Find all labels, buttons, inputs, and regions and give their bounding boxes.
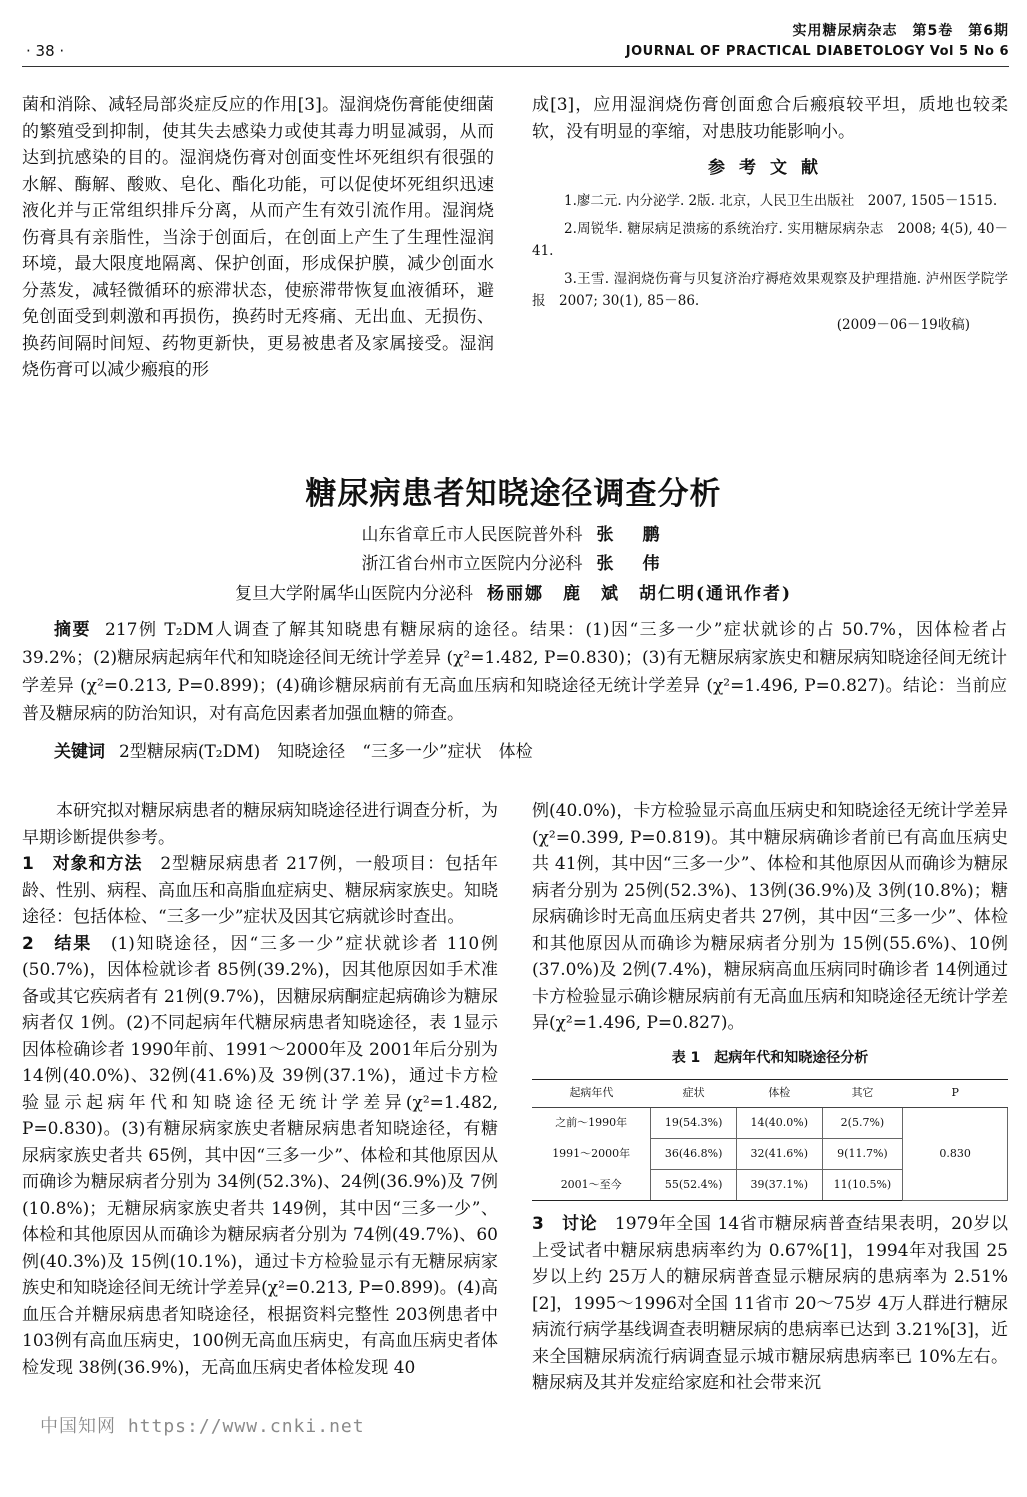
affiliation-org: 山东省章丘市人民医院普外科 xyxy=(361,525,583,545)
section-3 xyxy=(532,1211,1008,1397)
section-2-continued: 例(40.0%)，卡方检验显示高血压病史和知晓途径无统计学差异(χ²=0.399, P=0.819)。其中糖尿病确诊者前已有高血压病史共 41例，其中因“三多一少”、体检和其他原因从而确诊为糖尿病者分别为 25例(52.3%)、13例(36.9%)及 3例(10.8%)；糖尿病确诊时无高血压病史者共 27例，其中因“三多一少”、体检和其他原因从而确诊为糖尿病者分别为 15例(55.6%)、10例(37.0%)及 2例(7.4%)，糖尿病高血压病同时确诊者 14例通过卡方检验显示确诊糖尿病前有无高血压病和知晓途径无统计学差异(χ²=1.496, P=0.827)。 xyxy=(532,801,1008,1033)
table-cell: 36(46.8%) xyxy=(651,1139,737,1170)
article-title: 糖尿病患者知晓途径调查分析 xyxy=(305,476,722,512)
abstract-label: 摘要 xyxy=(54,620,92,640)
keywords xyxy=(22,738,1007,766)
affiliation-author: 张 伟 xyxy=(596,554,666,574)
journal-header xyxy=(626,20,1009,59)
table-cell: 之前～1990年 xyxy=(555,1116,628,1129)
prev-article-left-column xyxy=(22,92,494,384)
keywords-text: 2型糖尿病(T₂DM) 知晓途径 “三多一少”症状 体检 xyxy=(119,742,533,762)
body-right-column xyxy=(532,798,1008,1397)
section-2 xyxy=(22,931,498,1382)
prev-article-right-column xyxy=(532,92,1008,338)
table-header-cell: 症状 xyxy=(651,1080,737,1108)
journal-title-en: JOURNAL OF PRACTICAL DIABETOLOGY Vol 5 No 6 xyxy=(625,44,1009,59)
table-header-row xyxy=(532,1080,1008,1108)
watermark: 中国知网 https://www.cnki.net xyxy=(40,1416,365,1437)
table-cell: 55(52.4%) xyxy=(651,1170,737,1201)
references-title: 参考文献 xyxy=(708,158,832,178)
section-1-text: 2型糖尿病患者 217例，一般项目：包括年龄、性别、病程、高血压和高脂血症病史、糖尿病家族史。知晓途径：包括体检、“三多一少”症状及因其它病就诊时查出。 xyxy=(22,854,498,927)
prev-article-left-text: 菌和消除、减轻局部炎症反应的作用[3]。湿润烧伤膏能使细菌的繁殖受到抑制，使其失去感染力或使其毒力明显减弱，从而达到抗感染的目的。湿润烧伤膏对创面变性坏死组织有很强的水解、酶解、酸败、皂化、酯化功能，可以促使坏死组织迅速液化并与正常组织排斥分离，从而产生有效引流作用。湿润烧伤膏具有亲脂性，当涂于创面后，在创面上产生了生理性湿润环境，最大限度地隔离、保护创面，形成保护膜，减少创面水分蒸发，减轻微循环的瘀滞状态，使瘀滞带恢复血液循环，避免创面受到刺激和再损伤，换药时无疼痛、无出血、无损伤、换药间隔时间短、药物更新快，更易被患者及家属接受。湿润烧伤膏可以减少瘢痕的形 xyxy=(22,95,494,380)
intro-paragraph: 本研究拟对糖尿病患者的糖尿病知晓途径进行调查分析，为早期诊断提供参考。 xyxy=(22,801,498,848)
section-3-text: 1979年全国 14省市糖尿病普查结果表明，20岁以上受试者中糖尿病患病率约为 0.67%[1]，1994年对我国 25岁以上约 25万人的糖尿病普查显示糖尿病的患病率为 2.51%[2]，1995～1996对全国 11省市 20～75岁 4万人群进行糖尿病流行病学基线调查表明糖尿病的患病率已达到 3.21%[3]，近来全国糖尿病流行病调查显示城市糖尿病患病率已 10%左右。糖尿病及其并发症给家庭和社会带来沉 xyxy=(532,1214,1008,1393)
affiliation-author: 杨丽娜 鹿 斌 胡仁明(通讯作者) xyxy=(486,584,793,604)
reference-3: 3.王雪. 湿润烧伤膏与贝复济治疗褥疮效果观察及护理措施. 泸州医学院学报 2007; 30(1), 85－86. xyxy=(532,270,1008,309)
table-cell: 32(41.6%) xyxy=(736,1139,822,1170)
affiliation-3 xyxy=(0,579,1027,604)
affiliation-author: 张 鹏 xyxy=(596,525,666,545)
journal-title-cn: 实用糖尿病杂志 第5卷 第6期 xyxy=(792,23,1009,39)
table-cell: 39(37.1%) xyxy=(736,1170,822,1201)
table-cell: 1991～2000年 xyxy=(552,1146,631,1160)
table-header-cell: 其它 xyxy=(822,1080,903,1108)
header-rule xyxy=(22,66,1009,67)
received-date: (2009－06－19收稿) xyxy=(836,316,970,333)
section-1 xyxy=(22,851,498,931)
reference-2: 2.周锐华. 糖尿病足溃疡的系统治疗. 实用糖尿病杂志 2008; 4(5), 40－41. xyxy=(532,220,1008,259)
affiliation-1 xyxy=(0,520,1027,545)
table-cell: 9(11.7%) xyxy=(822,1139,903,1170)
table-cell: 19(54.3%) xyxy=(651,1108,737,1139)
prev-article-right-text: 成[3]，应用湿润烧伤膏创面愈合后瘢痕较平坦，质地也较柔软，没有明显的挛缩，对患肢功能影响小。 xyxy=(532,95,1008,142)
abstract-text: 217例 T₂DM人调查了解其知晓患有糖尿病的途径。结果：(1)因“三多一少”症状就诊的占 50.7%，因体检者占 39.2%；(2)糖尿病起病年代和知晓途径间无统计学差异 (χ²=1.482, P=0.830)；(3)有无糖尿病家族史和糖尿病知晓途径间无统计学差异 (χ²=0.213, P=0.899)；(4)确诊糖尿病前有无高血压病和知晓途径无统计学差异 (χ²=1.496, P=0.827)。结论：当前应普及糖尿病的防治知识，对有高危因素者加强血糖的筛查。 xyxy=(22,620,1007,724)
table-header-cell: 起病年代 xyxy=(532,1080,651,1108)
reference-1: 1.廖二元. 内分泌学. 2版. 北京，人民卫生出版社 2007, 1505－1515. xyxy=(564,192,998,209)
body-left-column xyxy=(22,798,498,1381)
table-header-cell: P xyxy=(903,1080,1008,1108)
abstract xyxy=(22,616,1007,728)
section-3-heading: 3 讨论 xyxy=(532,1214,598,1234)
table-1 xyxy=(532,1079,1008,1201)
table-row xyxy=(532,1108,1008,1139)
affiliation-org: 复旦大学附属华山医院内分泌科 xyxy=(234,584,473,604)
keywords-label: 关键词 xyxy=(54,742,105,762)
table-cell: 2001～至今 xyxy=(532,1170,651,1201)
affiliation-2 xyxy=(0,549,1027,574)
table-1-caption: 表 1 起病年代和知晓途径分析 xyxy=(671,1049,869,1066)
page-number: · 38 · xyxy=(26,42,65,60)
section-2-text: (1)知晓途径，因“三多一少”症状就诊者 110例 (50.7%)，因体检就诊者 85例(39.2%)，因其他原因如手术准备或其它疾病者有 21例(9.7%)，因糖尿病酮症起病确诊为糖尿病者仅 1例。(2)不同起病年代糖尿病患者知晓途径，表 1显示因体检确诊者 1990年前、1991～2000年及 2001年后分别为 14例(40.0%)、32例(41.6%)及 39例(37.1%)，通过卡方检验显示起病年代和知晓途径无统计学差异(χ²=1.482, P=0.830)。(3)有糖尿病家族史者糖尿病患者知晓途径，有糖尿病家族史者共 65例，其中因“三多一少”、体检和其他原因从而确诊为糖尿病者分别为 34例(52.3%)、24例(36.9%)及 7例(10.8%)；无糖尿病家族史者共 149例，其中因“三多一少”、体检和其他原因从而确诊为糖尿病者分别为 74例(49.7%)、60例(40.3%)及 15例(10.1%)，通过卡方检验显示有无糖尿病家族史和知晓途径间无统计学差异(χ²=0.213, P=0.899)。(4)高血压合并糖尿病患者知晓途径，根据资料完整性 203例患者中 103例有高血压病史，100例无高血压病史，有高血压病史者体检发现 38例(36.9%)，无高血压病史者体检发现 40 xyxy=(22,933,498,1378)
table-cell: 11(10.5%) xyxy=(822,1170,903,1201)
affiliation-org: 浙江省台州市立医院内分泌科 xyxy=(361,554,583,574)
table-header-cell: 体检 xyxy=(736,1080,822,1108)
table-cell: 2(5.7%) xyxy=(822,1108,903,1139)
section-2-heading: 2 结果 xyxy=(22,933,93,954)
section-1-heading: 1 对象和方法 xyxy=(22,854,143,874)
table-cell: 14(40.0%) xyxy=(736,1108,822,1139)
table-p-value: 0.830 xyxy=(903,1108,1008,1201)
